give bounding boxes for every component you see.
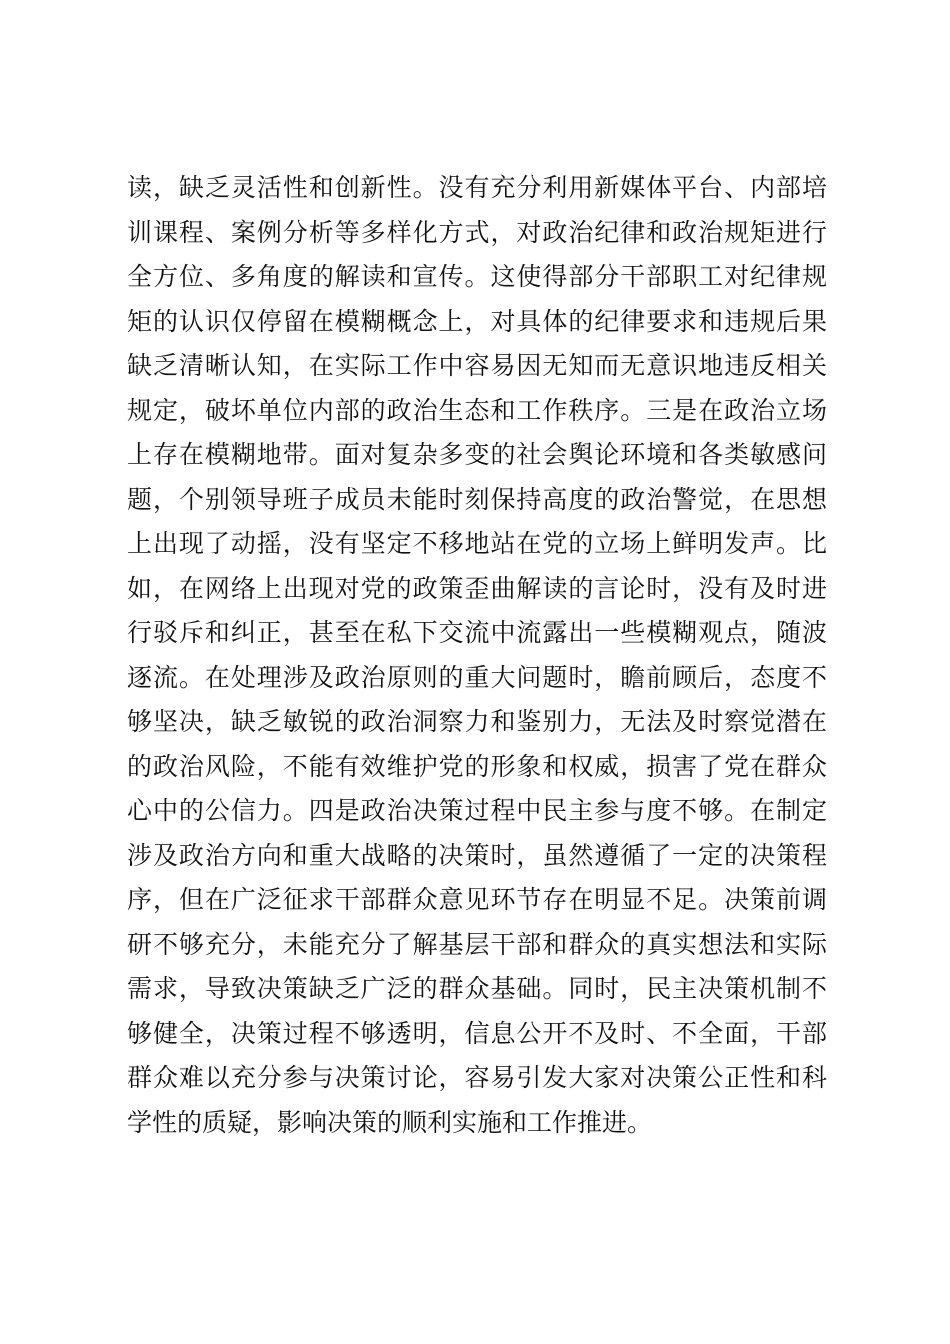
text-line-7: 上存在模糊地带。面对复杂多变的社会舆论环境和各类敏感问 (127, 440, 827, 469)
text-line-10: 如，在网络上出现对党的政策歪曲解读的言论时，没有及时进 (127, 573, 827, 603)
text-line-13: 够坚决，缺乏敏锐的政治洞察力和鉴别力，无法及时察觉潜在 (127, 707, 827, 736)
text-line-18: 研不够充分，未能充分了解基层干部和群众的真实想法和实际 (127, 929, 827, 959)
text-line-5: 缺乏清晰认知，在实际工作中容易因无知而无意识地违反相关 (127, 351, 827, 380)
text-line-11: 行驳斥和纠正，甚至在私下交流中流露出一些模糊观点，随波 (127, 618, 827, 647)
text-line-3: 全方位、多角度的解读和宣传。这使得部分干部职工对纪律规 (127, 262, 827, 291)
body-paragraph (127, 166, 827, 1145)
text-line-20: 够健全，决策过程不够透明，信息公开不及时、不全面，干部 (127, 1018, 827, 1048)
text-line-8: 题，个别领导班子成员未能时刻保持高度的政治警觉，在思想 (127, 484, 827, 514)
text-line-16: 涉及政治方向和重大战略的决策时，虽然遵循了一定的决策程 (127, 840, 827, 870)
text-line-15: 心中的公信力。四是政治决策过程中民主参与度不够。在制定 (127, 796, 827, 825)
text-line-14: 的政治风险，不能有效维护党的形象和权威，损害了党在群众 (127, 751, 827, 781)
text-line-6: 规定，破坏单位内部的政治生态和工作秩序。三是在政治立场 (127, 395, 827, 425)
text-line-4: 矩的认识仅停留在模糊概念上，对具体的纪律要求和违规后果 (127, 306, 827, 336)
text-line-9: 上出现了动摇，没有坚定不移地站在党的立场上鲜明发声。比 (127, 529, 827, 558)
text-line-19: 需求，导致决策缺乏广泛的群众基础。同时，民主决策机制不 (127, 974, 827, 1003)
text-line-12: 逐流。在处理涉及政治原则的重大问题时，瞻前顾后，态度不 (127, 662, 827, 692)
text-line-2: 训课程、案例分析等多样化方式，对政治纪律和政治规矩进行 (127, 217, 827, 247)
text-line-1: 读，缺乏灵活性和创新性。没有充分利用新媒体平台、内部培 (127, 173, 827, 202)
text-line-21: 群众难以充分参与决策讨论，容易引发大家对决策公正性和科 (127, 1063, 827, 1092)
text-line-22: 学性的质疑，影响决策的顺利实施和工作推进。 (127, 1107, 653, 1137)
text-line-17: 序，但在广泛征求干部群众意见环节存在明显不足。决策前调 (127, 885, 827, 914)
